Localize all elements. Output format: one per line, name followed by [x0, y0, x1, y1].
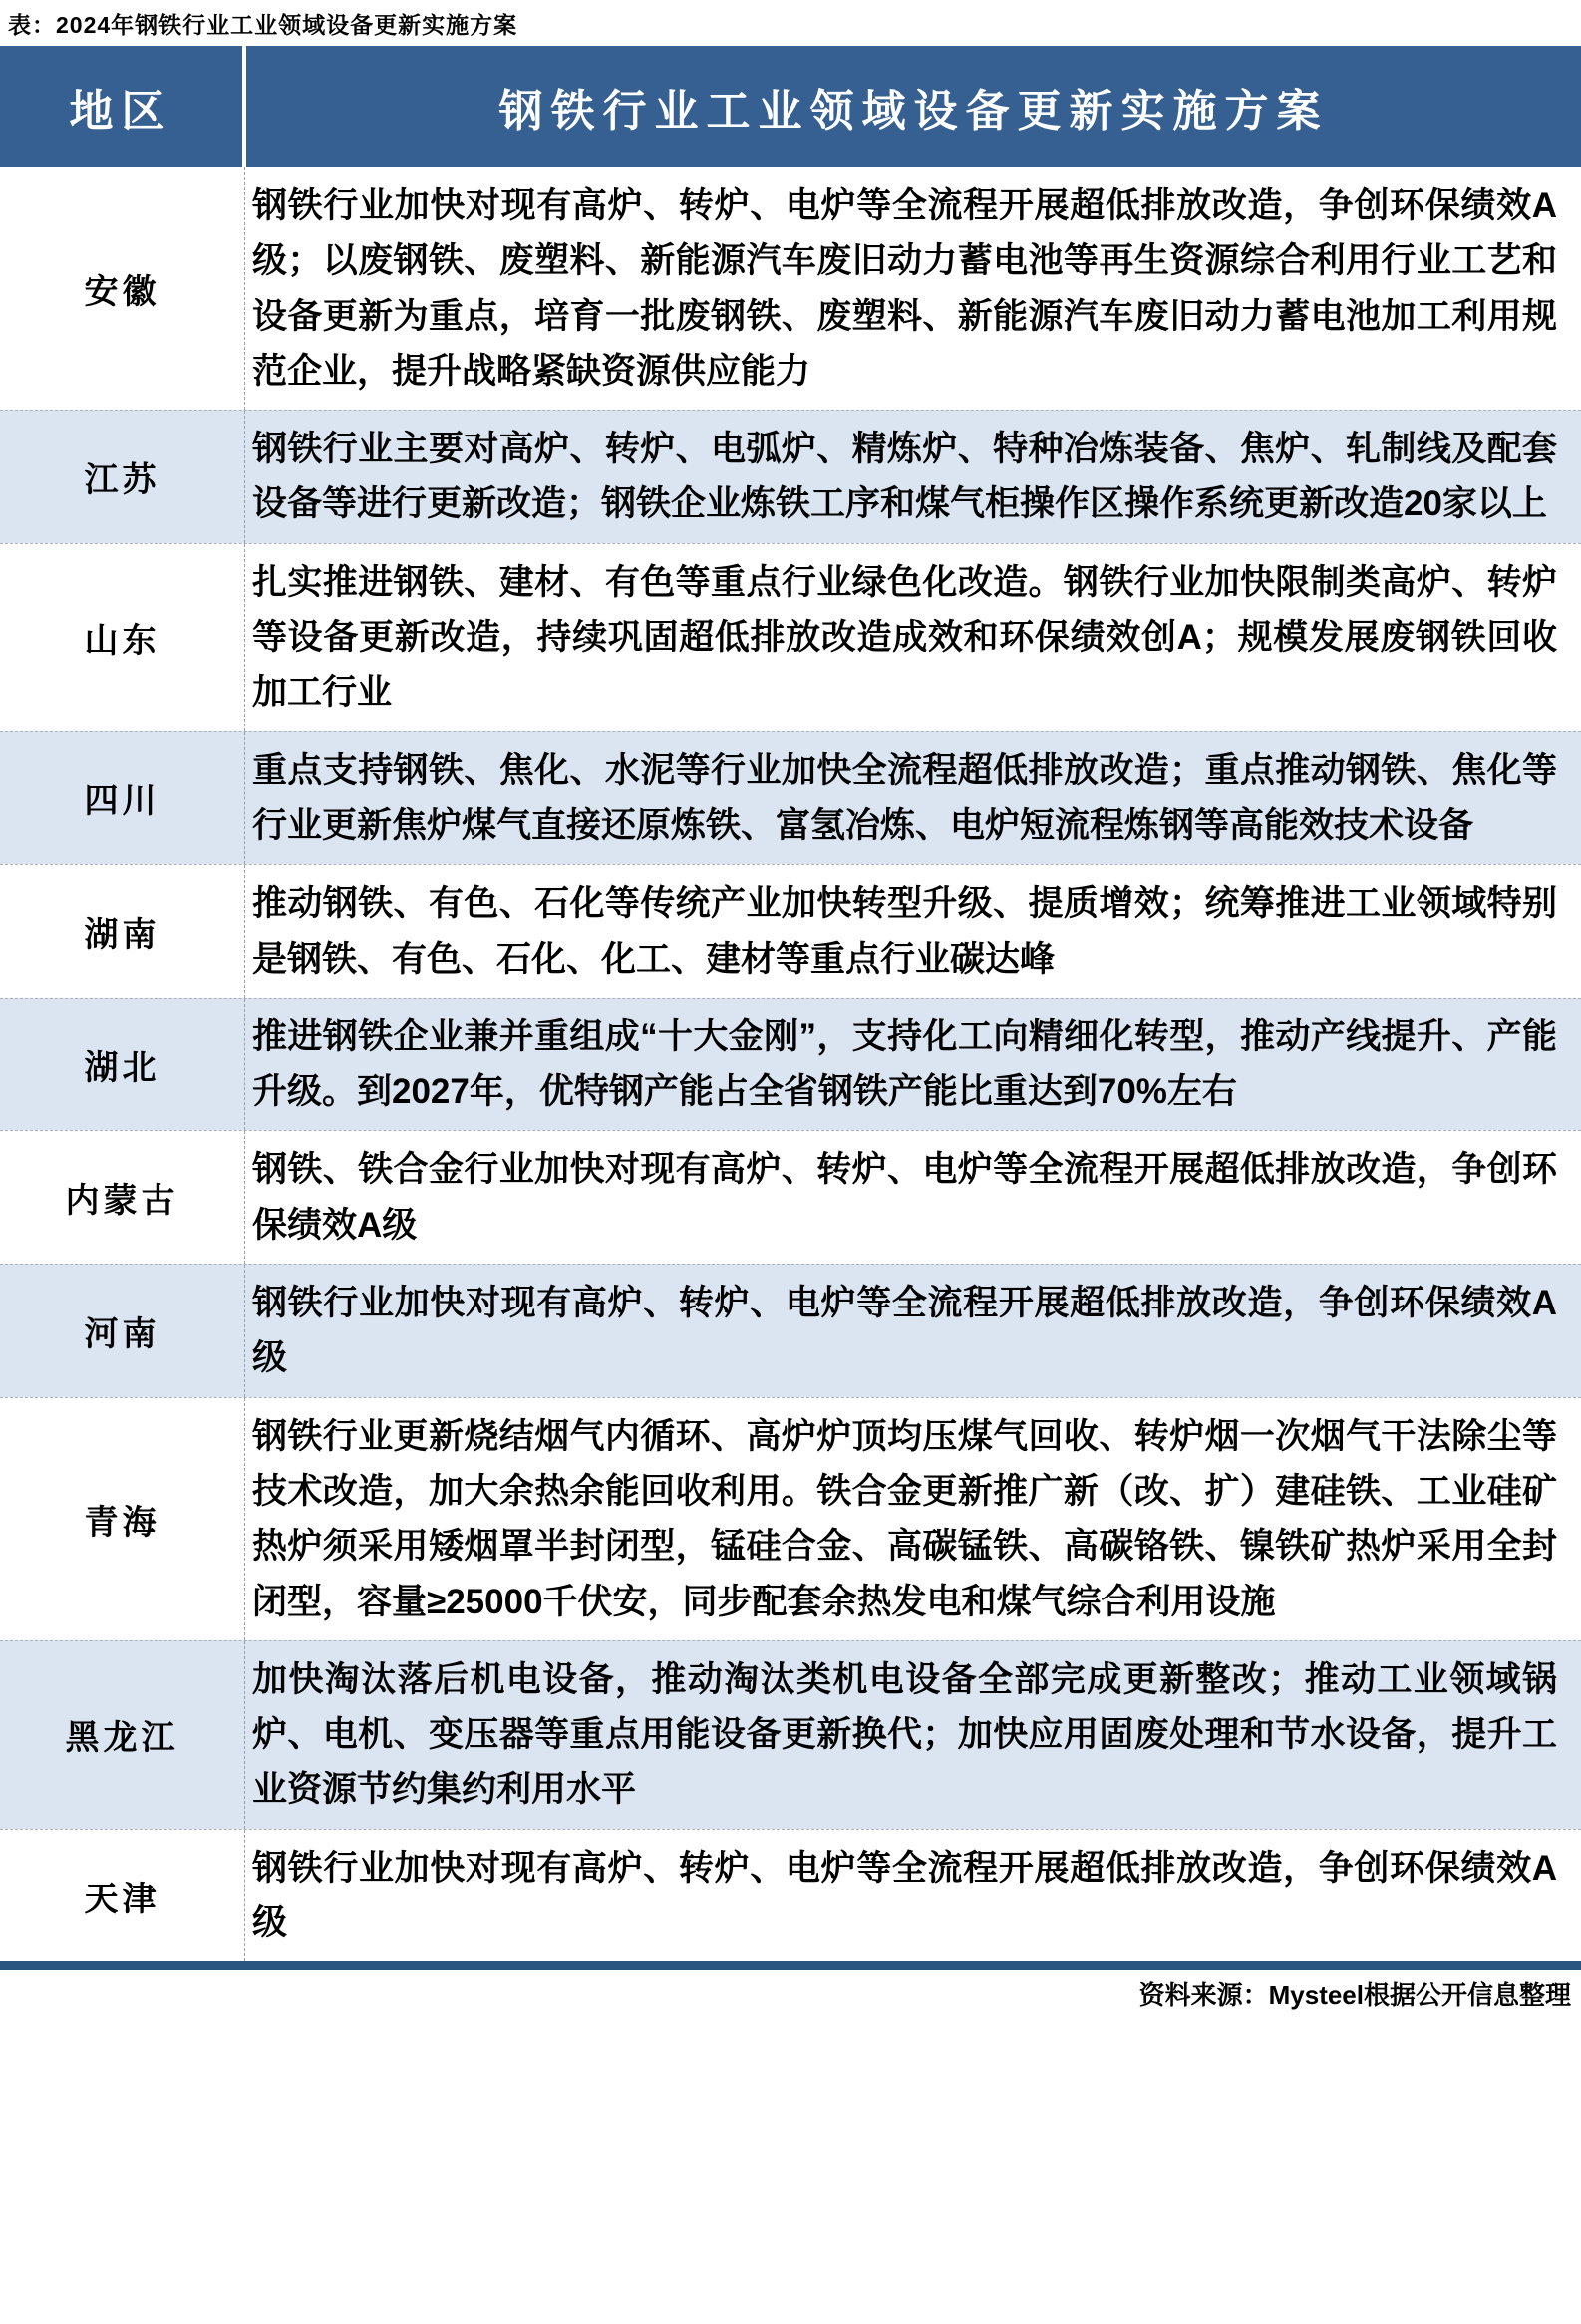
header-cell-plan: 钢铁行业工业领域设备更新实施方案 [246, 46, 1581, 167]
region-cell: 江苏 [0, 411, 245, 543]
plan-cell: 推进钢铁企业兼并重组成“十大金刚”，支持化工向精细化转型，推动产线提升、产能升级。到2027年，优特钢产能占全省钢铁产能比重达到70%左右 [252, 1017, 1557, 1112]
plan-cell: 钢铁行业加快对现有高炉、转炉、电炉等全流程开展超低排放改造，争创环保绩效A级 [252, 1848, 1557, 1943]
region-cell: 四川 [0, 732, 245, 865]
page-title: 表：2024年钢铁行业工业领域设备更新实施方案 [8, 12, 518, 38]
plan-cell: 钢铁行业主要对高炉、转炉、电弧炉、精炼炉、特种冶炼装备、焦炉、轧制线及配套设备等进行更新改造；钢铁企业炼铁工序和煤气柜操作区操作系统更新改造20家以上 [252, 430, 1557, 524]
region-cell: 湖南 [0, 865, 245, 998]
region-cell: 内蒙古 [0, 1131, 245, 1264]
table-row [0, 1640, 1581, 1829]
plan-cell: 加快淘汰落后机电设备，推动淘汰类机电设备全部完成更新整改；推动工业领域锅炉、电机、变压器等重点用能设备更新换代；加快应用固废处理和节水设备，提升工业资源节约集约利用水平 [252, 1659, 1557, 1810]
header-cell-region: 地区 [0, 46, 242, 167]
table-row [0, 1130, 1581, 1264]
plan-cell: 钢铁行业加快对现有高炉、转炉、电炉等全流程开展超低排放改造，争创环保绩效A级 [252, 1284, 1557, 1378]
table-row [0, 1264, 1581, 1397]
source-text: 资料来源：Mysteel根据公开信息整理 [1138, 1980, 1571, 2011]
plan-table [0, 46, 1581, 1961]
table-bottom-bar [0, 1961, 1581, 1970]
region-cell: 安徽 [0, 167, 245, 410]
plan-cell: 钢铁行业加快对现有高炉、转炉、电炉等全流程开展超低排放改造，争创环保绩效A级；以废钢铁、废塑料、新能源汽车废旧动力蓄电池等再生资源综合利用行业工艺和设备更新为重点，培育一批废钢铁、废塑料、新能源汽车废旧动力蓄电池加工利用规范企业，提升战略紧缺资源供应能力 [252, 186, 1557, 391]
region-cell: 天津 [0, 1830, 245, 1962]
region-cell: 黑龙江 [0, 1641, 245, 1829]
plan-cell: 扎实推进钢铁、建材、有色等重点行业绿色化改造。钢铁行业加快限制类高炉、转炉等设备更新改造，持续巩固超低排放改造成效和环保绩效创A；规模发展废钢铁回收加工行业 [252, 562, 1557, 713]
region-cell: 山东 [0, 544, 245, 731]
table-row [0, 410, 1581, 543]
table-row [0, 731, 1581, 865]
table-row [0, 1397, 1581, 1640]
region-cell: 湖北 [0, 999, 245, 1131]
plan-cell: 钢铁行业更新烧结烟气内循环、高炉炉顶均压煤气回收、转炉烟一次烟气干法除尘等技术改造，加大余热余能回收利用。铁合金更新推广新（改、扩）建硅铁、工业硅矿热炉须采用矮烟罩半封闭型，锰硅合金、高碳锰铁、高碳铬铁、镍铁矿热炉采用全封闭型，容量≥25000千伏安，同步配套余热发电和煤气综合利用设施 [252, 1416, 1557, 1621]
table-body [0, 167, 1581, 1961]
region-cell: 青海 [0, 1398, 245, 1640]
plan-cell: 重点支持钢铁、焦化、水泥等行业加快全流程超低排放改造；重点推动钢铁、焦化等行业更新焦炉煤气直接还原炼铁、富氢冶炼、电炉短流程炼钢等高能效技术设备 [252, 750, 1557, 845]
plan-cell: 推动钢铁、有色、石化等传统产业加快转型升级、提质增效；统筹推进工业领域特别是钢铁、有色、石化、化工、建材等重点行业碳达峰 [252, 884, 1557, 979]
region-cell: 河南 [0, 1265, 245, 1397]
table-header-row [0, 46, 1581, 167]
table-row [0, 998, 1581, 1131]
table-row [0, 167, 1581, 410]
table-row [0, 543, 1581, 731]
plan-cell: 钢铁、铁合金行业加快对现有高炉、转炉、电炉等全流程开展超低排放改造，争创环保绩效A级 [252, 1150, 1557, 1245]
footer [0, 1970, 1581, 2024]
table-row [0, 1829, 1581, 1962]
table-row [0, 864, 1581, 998]
